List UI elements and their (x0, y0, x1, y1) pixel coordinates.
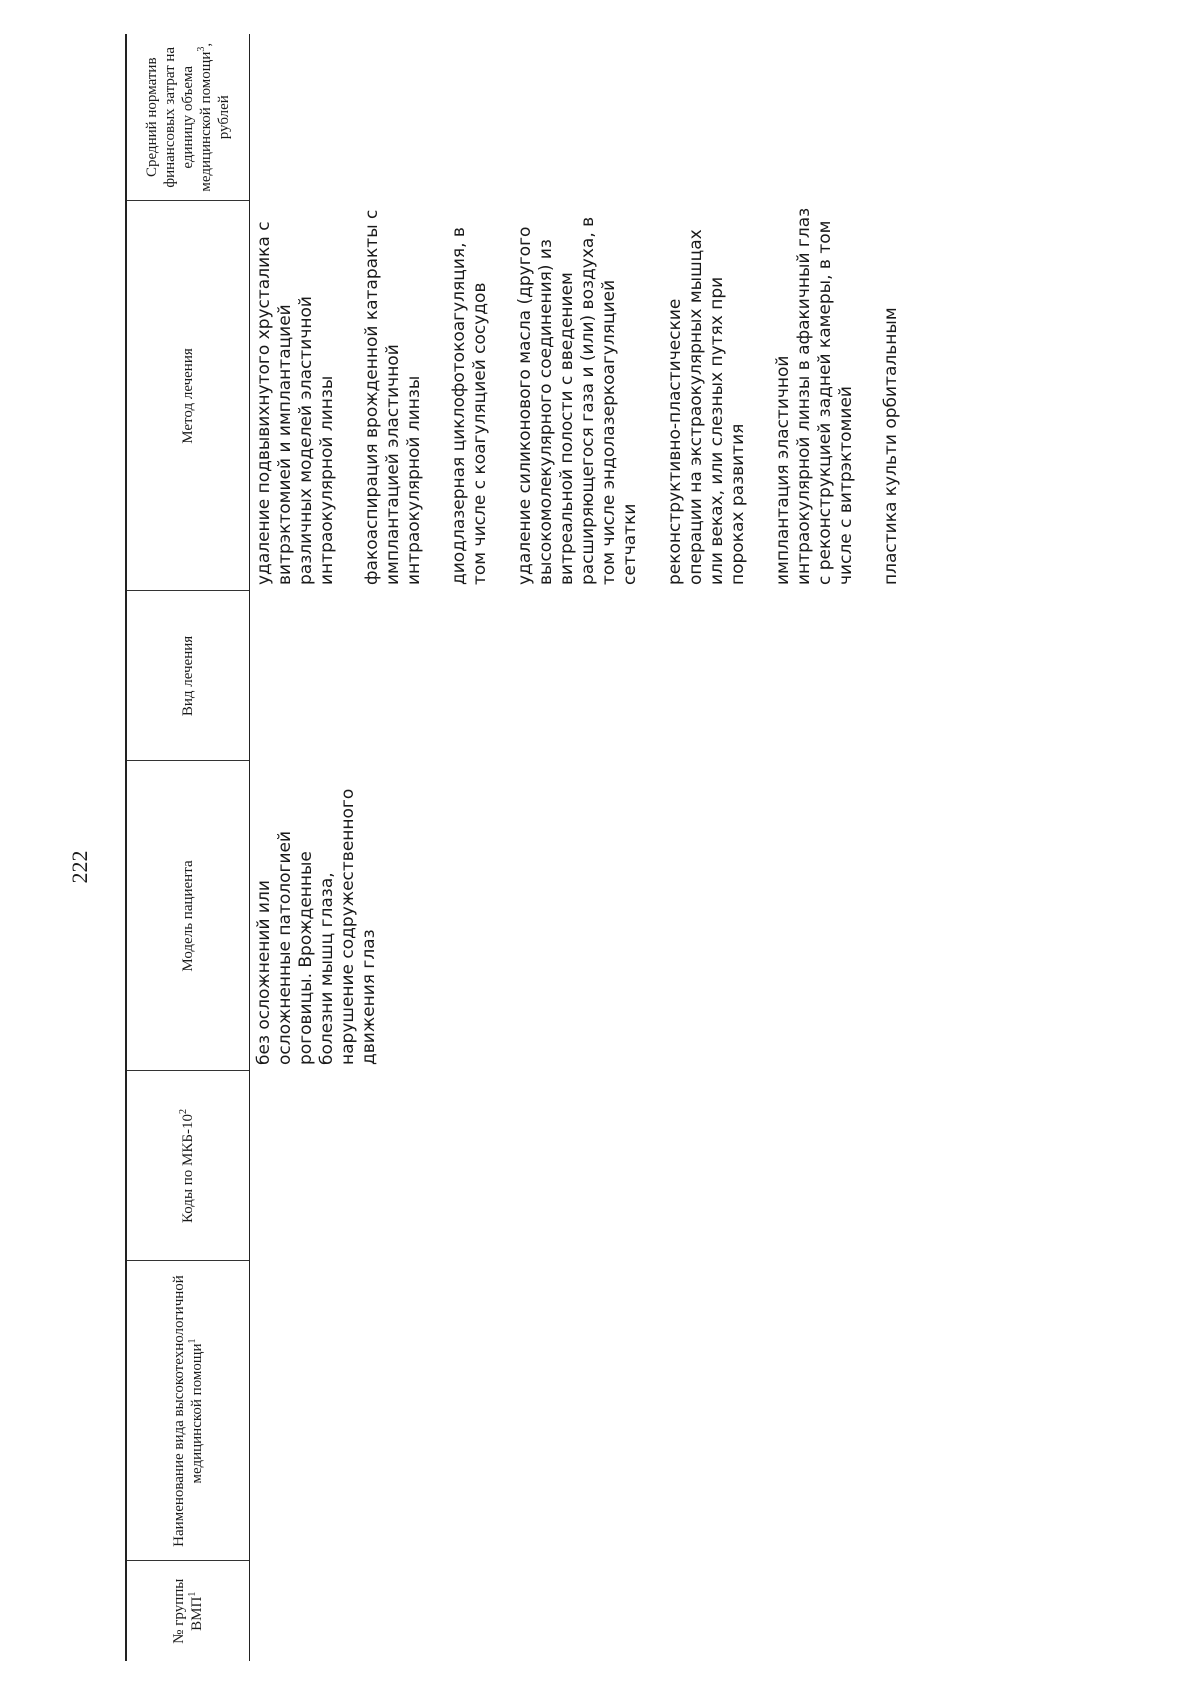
cell-treatment-methods (250, 201, 1025, 591)
method-item: пластика культи орбитальным (881, 307, 901, 585)
method-item: реконструктивно-пластические операции на экстраокулярных мышцах или веках, или слезных путях при пороках развития (665, 229, 748, 585)
cell-treatment-type (250, 591, 1025, 761)
method-item: удаление подвывихнутого хрусталика с витрэктомией и имплантацией различных моделей эластичной интраокулярной линзы (254, 221, 337, 585)
method-item: факоаспирация врожденной катаракты с имплантацией эластичной интраокулярной линзы (362, 209, 424, 585)
rotated-table-container (125, 34, 1030, 1661)
table-header-row (126, 34, 250, 1661)
header-treatment-type: Вид лечения (126, 591, 250, 761)
method-item: имплантация эластичной интраокулярной линзы в афакичный глаз с реконструкцией задней камеры, в том числе с витрэктомией (773, 207, 856, 585)
cell-patient-model: без осложнений или осложненные патологией роговицы. Врожденные болезни мышц глаза, нарушение содружественного движения глаз (254, 788, 379, 1065)
cell-icd-codes (250, 1071, 1025, 1261)
medical-care-table (125, 34, 1024, 1661)
cell-group-no (250, 1561, 1025, 1661)
header-treatment-method: Метод лечения (126, 201, 250, 591)
header-cost-standard: Средний норматив финансовых затрат на единицу объема медицинской помощи$^3$, рублей (126, 34, 250, 201)
header-patient-model: Модель пациента (126, 761, 250, 1071)
header-group-no: № группы ВМП$^1$ (126, 1561, 250, 1661)
cell-cost-standard (250, 34, 1025, 201)
table-row (250, 34, 1025, 1661)
page-number: 222 (67, 850, 92, 884)
cell-care-name (250, 1261, 1025, 1561)
header-icd-codes: Коды по МКБ-$10^2$ (126, 1071, 250, 1261)
header-care-name: Наименование вида высокотехнологичной медицинской помощи$^1$ (126, 1261, 250, 1561)
method-item: диодлазерная циклофотокоагуляция, в том числе с коагуляцией сосудов (449, 227, 490, 585)
method-item: удаление силиконового масла (другого высокомолекулярного соединения) из витреальной полости с введением расширяющегося газа и (или) воздуха, в том числе эндолазеркоагуляцией сетчатки (515, 216, 640, 585)
